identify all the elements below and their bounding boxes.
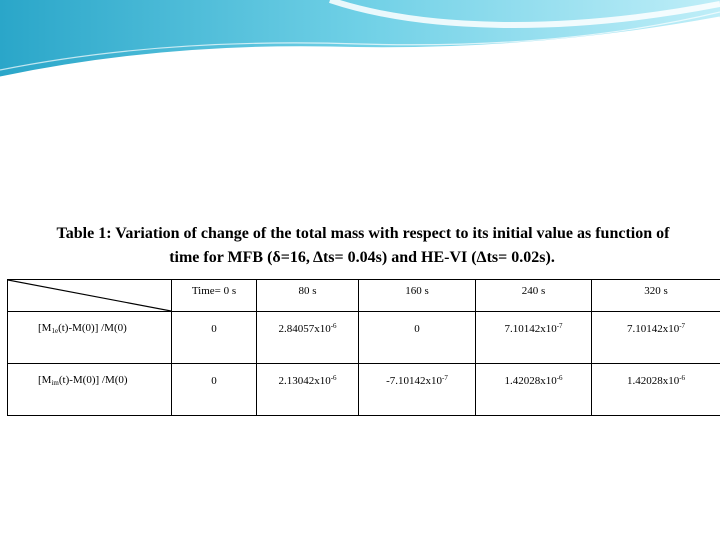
table-cell: $-7.10142x10^{-7}$ (359, 364, 476, 416)
caption-line-2: time for MFB (δ=16, Δts= 0.04s) and HE-VI (Δts= 0.02s). (169, 249, 555, 266)
table-cell: $1.42028x10^{-6}$ (592, 364, 720, 416)
table-cell: 0 (172, 312, 257, 364)
column-header: 240 s (476, 280, 592, 312)
table-cell: $2.13042x10^{-6}$ (257, 364, 359, 416)
table-cell: $2.84057x10^{-6}$ (257, 312, 359, 364)
column-header: Time= 0 s (172, 280, 257, 312)
corner-cell (8, 280, 172, 312)
data-table (7, 279, 720, 416)
table-cell: 0 (172, 364, 257, 416)
table-cell: $1.42028x10^{-6}$ (476, 364, 592, 416)
table-header-row (8, 280, 720, 312)
table-row (8, 364, 720, 416)
table-cell: $7.10142x10^{-7}$ (592, 312, 720, 364)
column-header: 160 s (359, 280, 476, 312)
diagonal-line (8, 280, 171, 311)
decorative-header-swoosh (0, 0, 720, 90)
table-cell: 0 (359, 312, 476, 364)
caption-line-1: Table 1: Variation of change of the total mass with respect to its initial value as function of (56, 225, 670, 242)
column-header: 320 s (592, 280, 720, 312)
table-row (8, 312, 720, 364)
row-label: $[M_{1e}(t)-M(0)]$ /M(0) (8, 312, 172, 364)
table-cell: $7.10142x10^{-7}$ (476, 312, 592, 364)
column-header: 80 s (257, 280, 359, 312)
row-label: $[M_{im}(t)-M(0)]$ /M(0) (8, 364, 172, 416)
table-caption (0, 222, 720, 270)
